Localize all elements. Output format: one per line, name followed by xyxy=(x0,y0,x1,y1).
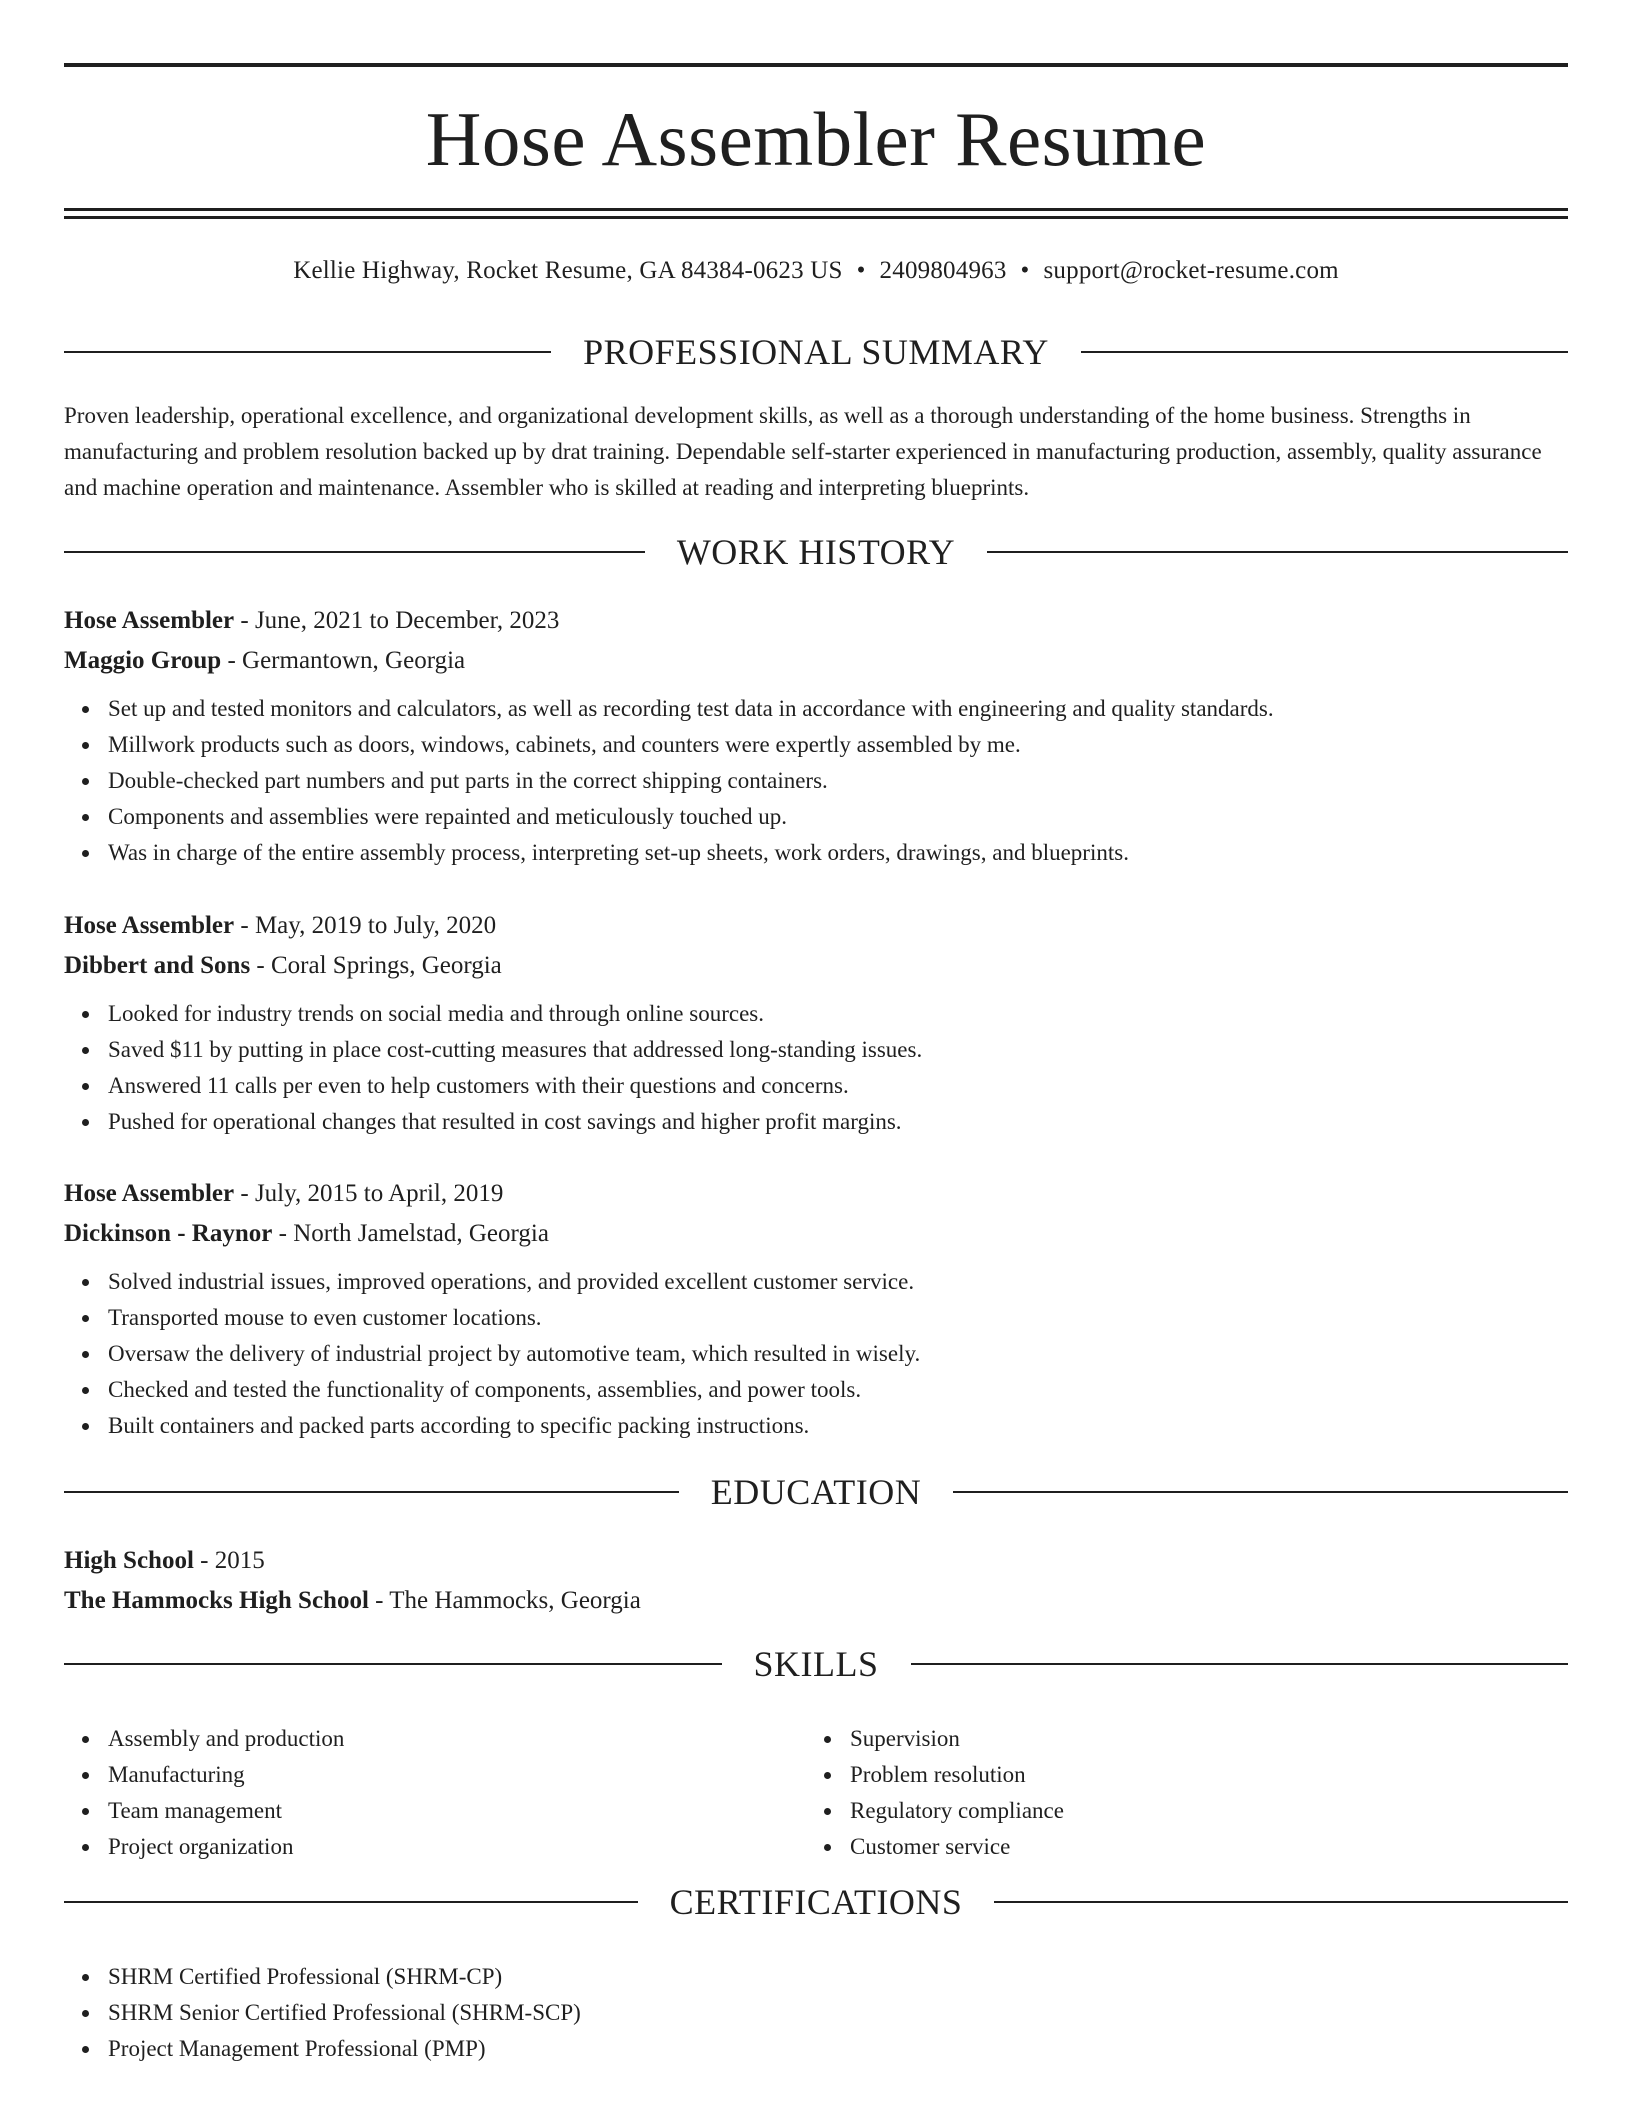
job-location: - Coral Springs, Georgia xyxy=(250,952,502,979)
certifications-list xyxy=(64,1959,1508,2067)
certification-item: SHRM Senior Certified Professional (SHRM-SCP) xyxy=(108,1995,1508,2031)
contact-email: support@rocket-resume.com xyxy=(1043,257,1339,284)
section-title-education: EDUCATION xyxy=(710,1472,922,1512)
header-double-rule-upper xyxy=(64,208,1568,211)
section-title-summary: PROFESSIONAL SUMMARY xyxy=(583,332,1049,372)
job-bullet: Saved $11 by putting in place cost-cutting measures that addressed long-standing issues. xyxy=(108,1032,1568,1068)
section-header-summary xyxy=(64,330,1568,374)
header-double-rule-lower xyxy=(64,216,1568,219)
section-title-skills: SKILLS xyxy=(753,1644,879,1684)
job-dates: - July, 2015 to April, 2019 xyxy=(234,1180,504,1207)
certification-item: SHRM Certified Professional (SHRM-CP) xyxy=(108,1959,1508,1995)
job-title: Hose Assembler xyxy=(64,607,235,634)
job-bullet: Set up and tested monitors and calculators, as well as recording test data in accordance with engineering and quality standards. xyxy=(108,691,1568,727)
job-company: Dickinson - Raynor xyxy=(64,1220,273,1247)
skill-item: Customer service xyxy=(850,1829,1550,1865)
job-bullets xyxy=(64,996,1568,1140)
summary-text: Proven leadership, operational excellence, and organizational development skills, as well as a thorough understanding of the home business. Strengths in manufacturing and problem resolution backed up by drat training. Dependable self-starter experienced in manufacturing production, assembly, quality assurance and machine operation and maintenance. Assembler who is skilled at reading and interpreting blueprints. xyxy=(64,403,1542,500)
section-rule-right xyxy=(994,1901,1568,1903)
job-bullet: Oversaw the delivery of industrial project by automotive team, which resulted in wisely. xyxy=(108,1336,1568,1372)
skill-item: Assembly and production xyxy=(108,1721,808,1757)
education-location: - The Hammocks, Georgia xyxy=(368,1587,641,1614)
job-bullet: Transported mouse to even customer locations. xyxy=(108,1300,1568,1336)
education-year: - 2015 xyxy=(193,1547,265,1574)
section-header-work xyxy=(64,530,1568,574)
job-location: - Germantown, Georgia xyxy=(221,647,466,674)
job-title: Hose Assembler xyxy=(64,912,235,939)
job-bullet: Answered 11 calls per even to help customers with their questions and concerns. xyxy=(108,1068,1568,1104)
job-bullet: Components and assemblies were repainted and meticulously touched up. xyxy=(108,799,1568,835)
job-company-line xyxy=(64,641,1568,681)
skill-item: Manufacturing xyxy=(108,1757,808,1793)
header-top-rule xyxy=(64,63,1568,67)
contact-address: Kellie Highway, Rocket Resume, GA 84384-0623 US xyxy=(293,257,843,284)
education-school: The Hammocks High School xyxy=(64,1587,369,1614)
section-rule-right xyxy=(953,1491,1568,1493)
skill-item: Project organization xyxy=(108,1829,808,1865)
section-rule-left xyxy=(64,1663,722,1665)
section-title-work: WORK HISTORY xyxy=(676,532,956,572)
job-dates: - May, 2019 to July, 2020 xyxy=(234,912,497,939)
job-bullets xyxy=(64,1264,1568,1444)
skill-item: Team management xyxy=(108,1793,808,1829)
job-title-line xyxy=(64,1174,1568,1214)
job-bullet: Double-checked part numbers and put parts in the correct shipping containers. xyxy=(108,763,1568,799)
job-bullet: Looked for industry trends on social media and through online sources. xyxy=(108,996,1568,1032)
job-title: Hose Assembler xyxy=(64,1180,235,1207)
section-rule-right xyxy=(1081,351,1568,353)
section-title-certifications: CERTIFICATIONS xyxy=(669,1882,963,1922)
job-company: Maggio Group xyxy=(64,647,222,674)
education-degree: High School xyxy=(64,1547,194,1574)
certification-item: Project Management Professional (PMP) xyxy=(108,2031,1508,2067)
skill-item: Problem resolution xyxy=(850,1757,1550,1793)
skill-item: Regulatory compliance xyxy=(850,1793,1550,1829)
job-dates: - June, 2021 to December, 2023 xyxy=(234,607,560,634)
job-location: - North Jamelstad, Georgia xyxy=(272,1220,549,1247)
skills-list-right xyxy=(806,1721,1550,1865)
job-entry xyxy=(64,906,1568,1140)
contact-separator: • xyxy=(856,257,866,284)
job-company: Dibbert and Sons xyxy=(64,952,251,979)
resume-title: Hose Assembler Resume xyxy=(425,96,1207,182)
contact-line xyxy=(64,254,1568,288)
section-header-education xyxy=(64,1470,1568,1514)
job-bullet: Pushed for operational changes that resulted in cost savings and higher profit margins. xyxy=(108,1104,1568,1140)
contact-phone: 2409804963 xyxy=(879,257,1007,284)
education-school-line xyxy=(64,1581,1568,1621)
job-company-line xyxy=(64,1214,1568,1254)
job-entry xyxy=(64,1174,1568,1444)
job-bullets xyxy=(64,691,1568,871)
skill-item: Supervision xyxy=(850,1721,1550,1757)
job-company-line xyxy=(64,946,1568,986)
job-entry xyxy=(64,601,1568,871)
job-bullet: Built containers and packed parts according to specific packing instructions. xyxy=(108,1408,1568,1444)
education-degree-line xyxy=(64,1541,1568,1581)
section-rule-left xyxy=(64,551,645,553)
section-rule-left xyxy=(64,351,551,353)
section-rule-left xyxy=(64,1901,638,1903)
skills-list-left xyxy=(64,1721,808,1865)
contact-separator: • xyxy=(1020,257,1030,284)
job-bullet: Millwork products such as doors, windows, cabinets, and counters were expertly assembled by me. xyxy=(108,727,1568,763)
education-entry xyxy=(64,1541,1568,1621)
job-title-line xyxy=(64,601,1568,641)
section-header-certifications xyxy=(64,1880,1568,1924)
section-rule-right xyxy=(987,551,1568,553)
job-bullet: Solved industrial issues, improved operations, and provided excellent customer service. xyxy=(108,1264,1568,1300)
job-bullet: Was in charge of the entire assembly process, interpreting set-up sheets, work orders, drawings, and blueprints. xyxy=(108,835,1568,871)
section-rule-right xyxy=(911,1663,1569,1665)
section-header-skills xyxy=(64,1642,1568,1686)
section-rule-left xyxy=(64,1491,679,1493)
job-bullet: Checked and tested the functionality of components, assemblies, and power tools. xyxy=(108,1372,1568,1408)
job-title-line xyxy=(64,906,1568,946)
